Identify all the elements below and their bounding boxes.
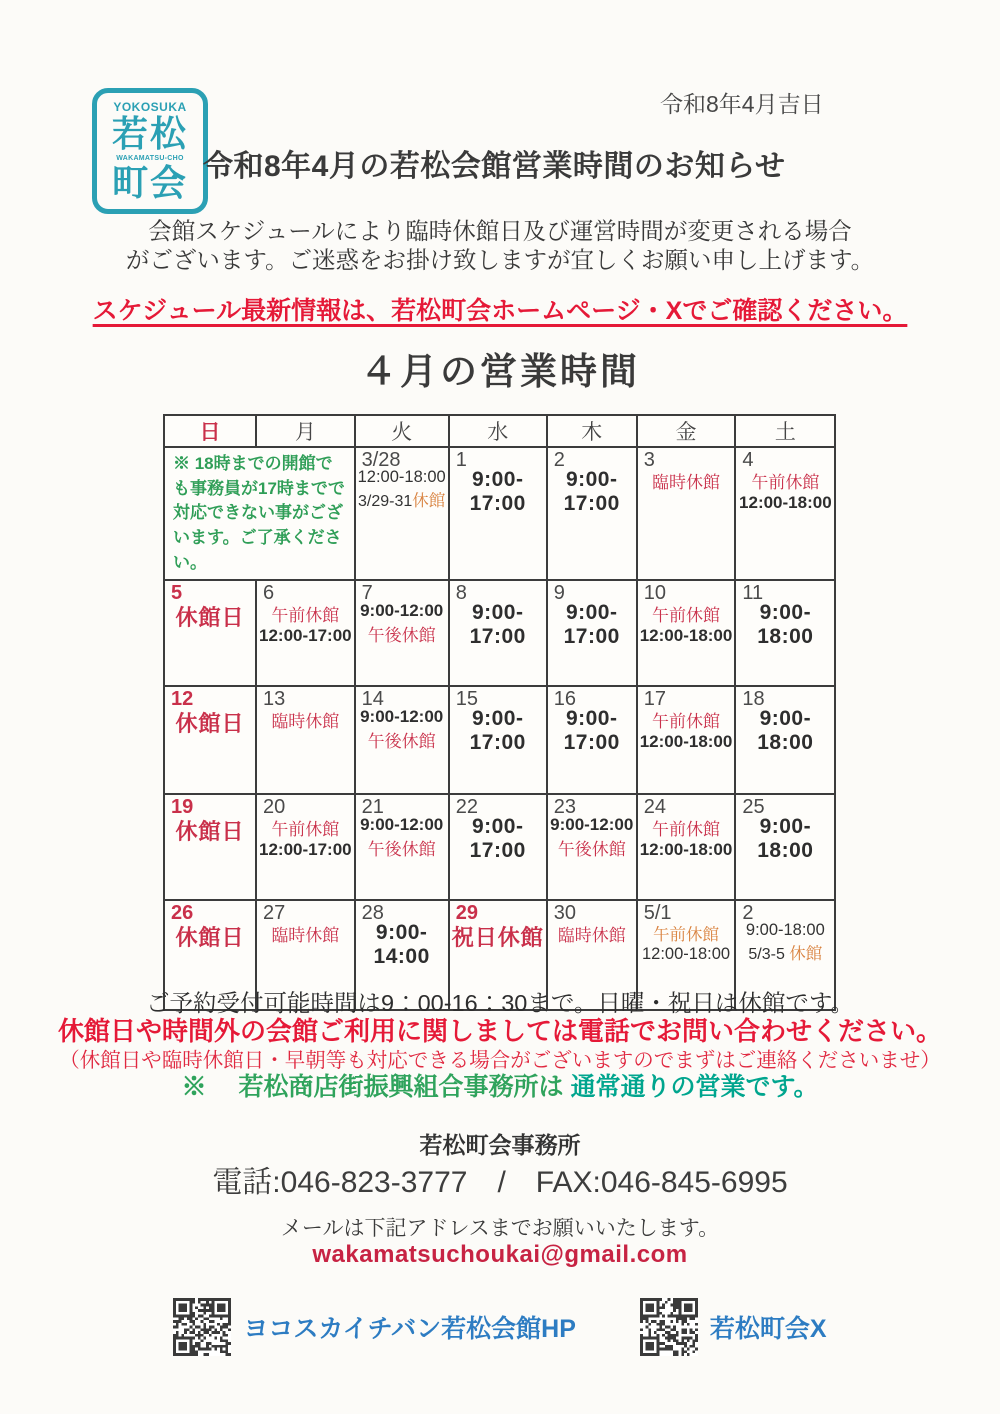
calendar-cell xyxy=(256,794,355,900)
intro-line-1: 会館スケジュールにより臨時休館日及び運営時間が変更される場合 xyxy=(148,218,852,244)
date-number: 1 xyxy=(455,449,467,471)
calendar-cell xyxy=(355,686,449,794)
calendar-week-row xyxy=(164,580,835,686)
calendar-cell xyxy=(449,580,547,686)
date-number: 16 xyxy=(553,688,576,711)
cell-line xyxy=(751,468,819,493)
cell-text: 12:00-18:00 xyxy=(641,945,731,964)
date-number: 2 xyxy=(553,449,565,471)
calendar-cell xyxy=(256,580,355,686)
cell-line xyxy=(271,707,339,732)
cell-line xyxy=(757,731,813,755)
date-number: 6 xyxy=(263,582,275,605)
cell-text: 17:00 xyxy=(469,625,526,649)
calendar-title: ４月の営業時間 xyxy=(360,351,640,392)
cell-line xyxy=(748,940,822,964)
cell-line xyxy=(360,601,443,621)
calendar-week-row xyxy=(164,794,835,900)
cell-line xyxy=(472,601,524,625)
calendar-cell xyxy=(735,794,835,900)
cell-line xyxy=(259,840,352,860)
email-address: wakamatsuchoukai@gmail.com xyxy=(312,1241,688,1268)
cell-text: 9:00-12:00 xyxy=(360,707,444,727)
cell-line xyxy=(358,487,445,511)
calendar-cell xyxy=(355,447,449,580)
date-number: 23 xyxy=(553,796,576,819)
calendar-week-row xyxy=(164,686,835,794)
cell-line xyxy=(564,625,620,649)
date-number: 30 xyxy=(553,902,576,925)
date-number: 2 xyxy=(742,902,754,925)
shoutengai-office-notice xyxy=(0,1067,1000,1103)
cell-line xyxy=(175,601,244,632)
qr-code-hp-icon xyxy=(173,1298,231,1356)
calendar-cell xyxy=(449,686,547,794)
calendar-cell xyxy=(164,580,256,686)
cell-line xyxy=(175,707,244,738)
cell-text: 午前休館 xyxy=(652,606,721,626)
cell-text: 3/29-31 xyxy=(358,493,413,510)
cell-line xyxy=(746,921,825,940)
cell-line xyxy=(760,707,812,731)
weekday-header-月: 月 xyxy=(256,415,355,447)
cell-line xyxy=(642,945,730,964)
calendar-cell xyxy=(637,447,736,580)
cell-text: 臨時休館 xyxy=(557,926,626,946)
calendar-cell xyxy=(547,794,637,900)
calendar-cell xyxy=(547,580,637,686)
cell-line xyxy=(564,492,620,516)
qr-item-hp xyxy=(173,1298,575,1356)
cell-text: 9:00-12:00 xyxy=(360,601,444,621)
cell-line xyxy=(271,921,339,946)
cell-text: 5/3-5 xyxy=(748,946,790,964)
date-number: 18 xyxy=(742,688,765,711)
cell-line xyxy=(652,707,720,732)
cell-line xyxy=(550,815,633,835)
phone-inquiry-notice: 休館日や時間外の会館ご利用に関しましては電話でお問い合わせください。 xyxy=(57,1016,942,1046)
calendar-cell xyxy=(735,447,835,580)
cell-text: 休館日 xyxy=(175,925,245,951)
date-number: 7 xyxy=(361,582,373,605)
qr-item-x xyxy=(640,1298,827,1356)
calendar-cell xyxy=(164,686,256,794)
cell-text: 12:00-18:00 xyxy=(639,840,733,860)
cell-line xyxy=(376,921,428,945)
cell-line xyxy=(360,707,443,727)
cell-text: 9:00- xyxy=(471,815,524,839)
calendar-cell xyxy=(637,580,736,686)
cell-text: 9:00- xyxy=(565,601,618,625)
date-number: 21 xyxy=(361,796,384,819)
date-number: 5 xyxy=(171,582,183,605)
cell-text: 17:00 xyxy=(469,731,526,755)
date-number: 29 xyxy=(455,902,478,925)
cell-text: 18:00 xyxy=(757,731,814,755)
cell-line xyxy=(360,815,443,835)
cell-text: 12:00-17:00 xyxy=(259,626,352,646)
calendar-cell xyxy=(164,794,256,900)
cell-text: 18:00 xyxy=(757,839,814,863)
cell-line xyxy=(368,835,436,860)
logo-text-yokosuka: YOKOSUKA xyxy=(113,100,187,114)
date-number: 15 xyxy=(455,688,478,711)
cell-line xyxy=(452,921,544,952)
cell-text: 祝日休館 xyxy=(451,925,544,951)
cell-text: 午前休館 xyxy=(653,926,720,945)
calendar-cell xyxy=(735,580,835,686)
page-title: 令和8年4月の若松会館営業時間のお知らせ xyxy=(203,150,786,183)
reservation-hours-note: ご予約受付可能時間は9：00-16：30まで。日曜・祝日は休館です。 xyxy=(146,990,854,1016)
date-number: 12 xyxy=(171,688,194,711)
cell-line xyxy=(472,468,524,492)
date-number: 3/28 xyxy=(361,449,401,471)
cell-text: 9:00- xyxy=(565,707,618,731)
date-number: 9 xyxy=(553,582,565,605)
cell-line xyxy=(470,731,526,755)
weekday-header-日: 日 xyxy=(164,415,256,447)
cell-line xyxy=(566,468,618,492)
cell-text: 18:00 xyxy=(757,625,814,649)
phone-fax-line: 電話:046-823-3777 / FAX:046-845-6995 xyxy=(212,1166,788,1199)
cell-text: 休館 xyxy=(789,945,823,964)
calendar-note-cell xyxy=(164,447,355,580)
cell-text: 9:00- xyxy=(471,601,524,625)
notice-asterisk: ※ xyxy=(181,1073,232,1101)
date-number: 28 xyxy=(361,902,384,925)
cell-line xyxy=(566,707,618,731)
cell-text: 臨時休館 xyxy=(652,473,721,492)
cell-text: 9:00- xyxy=(471,707,524,731)
weekday-header-金: 金 xyxy=(637,415,736,447)
logo-text-wakamatsu: 若松 xyxy=(111,113,188,154)
date-number: 20 xyxy=(263,796,286,819)
qr-label-x: 若松町会X xyxy=(709,1315,827,1343)
cell-line xyxy=(271,601,339,626)
cell-text: 17:00 xyxy=(469,839,526,863)
schedule-alert-banner: スケジュール最新情報は、若松町会ホームページ・Xでご確認ください。 xyxy=(92,297,908,325)
calendar-cell xyxy=(449,794,547,900)
cell-text: 午前休館 xyxy=(652,820,721,840)
date-number: 14 xyxy=(361,688,384,711)
cell-line xyxy=(368,621,436,646)
cell-text: 9:00-12:00 xyxy=(550,815,634,835)
cell-line xyxy=(566,601,618,625)
cell-text: 午前休館 xyxy=(271,820,340,840)
calendar-week-row xyxy=(164,447,835,580)
cell-text: 9:00- xyxy=(759,601,812,625)
cell-line xyxy=(374,945,430,969)
date-number: 13 xyxy=(263,688,286,711)
cell-line xyxy=(558,835,626,860)
calendar-cell xyxy=(256,686,355,794)
cell-line xyxy=(760,601,812,625)
wakamatsu-choukai-logo xyxy=(92,88,208,214)
cell-text: 14:00 xyxy=(373,945,430,969)
cell-line xyxy=(470,625,526,649)
intro-line-2: がございます。ご迷惑をお掛け致しますが宜しくお願い申し上げます。 xyxy=(125,246,875,273)
cell-line xyxy=(640,732,733,752)
cell-text: 休館 xyxy=(412,492,446,510)
weekday-header-火: 火 xyxy=(355,415,449,447)
cell-text: 12:00-18:00 xyxy=(639,626,733,646)
cell-line xyxy=(564,731,620,755)
office-name: 若松町会事務所 xyxy=(419,1132,581,1158)
date-number: 17 xyxy=(643,688,666,711)
date-number: 4 xyxy=(742,449,754,471)
cell-line xyxy=(470,839,526,863)
cell-text: 休館日 xyxy=(175,819,245,845)
qr-section xyxy=(0,1298,1000,1356)
logo-text-choukai: 町会 xyxy=(111,162,188,203)
cell-line xyxy=(640,626,733,646)
cell-line xyxy=(259,626,352,646)
cell-line xyxy=(757,839,813,863)
date-number: 3 xyxy=(643,449,655,471)
calendar-cell xyxy=(449,447,547,580)
cell-line xyxy=(757,625,813,649)
date-number: 8 xyxy=(455,582,467,605)
cell-text: 9:00- xyxy=(375,921,428,945)
cell-text: 9:00- xyxy=(565,468,618,491)
cell-line xyxy=(652,601,720,626)
notice-green-part: 若松商店街振興組合事務所は xyxy=(238,1073,571,1101)
logo-text-wakamatsu-cho: WAKAMATSU-CHO xyxy=(116,155,184,162)
weekday-header-木: 木 xyxy=(547,415,637,447)
calendar-cell xyxy=(735,686,835,794)
calendar-note-text: ※ 18時までの開館でも事務員が17時までで対応できない事がございます。ご了承ください。 xyxy=(173,454,345,572)
cell-line xyxy=(175,921,244,952)
document-date: 令和8年4月吉日 xyxy=(660,91,824,117)
mail-instruction: メールは下記アドレスまでお願いいたします。 xyxy=(280,1217,720,1240)
date-number: 25 xyxy=(742,796,765,819)
intro-paragraph xyxy=(0,217,1000,274)
cell-text: 休館日 xyxy=(175,711,245,737)
cell-text: 12:00-18:00 xyxy=(357,468,446,486)
cell-text: 午後休館 xyxy=(367,626,436,646)
calendar-table xyxy=(163,414,836,1011)
cell-text: 休館日 xyxy=(175,605,245,631)
cell-text: 午後休館 xyxy=(557,840,626,860)
date-number: 11 xyxy=(742,582,764,605)
cell-line xyxy=(652,815,720,840)
date-number: 22 xyxy=(455,796,478,819)
calendar-wrap xyxy=(163,414,836,1011)
qr-code-x-icon xyxy=(640,1298,698,1356)
cell-line xyxy=(472,815,524,839)
date-number: 5/1 xyxy=(643,902,672,925)
cell-line xyxy=(652,468,720,493)
cell-text: 9:00-18:00 xyxy=(745,921,825,940)
cell-line xyxy=(271,815,339,840)
cell-text: 午前休館 xyxy=(751,473,820,492)
cell-text: 9:00- xyxy=(759,815,812,839)
cell-line xyxy=(175,815,244,846)
calendar-cell xyxy=(637,686,736,794)
phone-inquiry-subnote: （休館日や臨時休館日・早朝等も対応できる場合がございますのでまずはご連絡くださいませ） xyxy=(59,1049,941,1072)
cell-line xyxy=(472,707,524,731)
date-number: 10 xyxy=(643,582,666,605)
calendar-cell xyxy=(355,580,449,686)
cell-text: 12:00-18:00 xyxy=(639,732,733,752)
cell-text: 9:00-12:00 xyxy=(360,815,444,835)
cell-line xyxy=(760,815,812,839)
calendar-cell xyxy=(547,447,637,580)
weekday-header-土: 土 xyxy=(735,415,835,447)
cell-text: 午前休館 xyxy=(652,712,721,732)
cell-text: 9:00- xyxy=(759,707,812,731)
date-number: 19 xyxy=(171,796,194,819)
cell-text: 17:00 xyxy=(563,625,620,649)
cell-text: 臨時休館 xyxy=(271,712,340,732)
cell-text: 9:00- xyxy=(471,468,524,491)
cell-text: 17:00 xyxy=(563,731,620,755)
date-number: 27 xyxy=(263,902,286,925)
cell-text: 臨時休館 xyxy=(271,926,340,946)
date-number: 24 xyxy=(643,796,666,819)
qr-label-hp: ヨコスカイチバン若松会館HP xyxy=(243,1315,576,1343)
cell-text: 午後休館 xyxy=(367,840,436,860)
cell-line xyxy=(368,727,436,752)
cell-text: 17:00 xyxy=(469,492,526,515)
date-number: 26 xyxy=(171,902,194,925)
cell-text: 17:00 xyxy=(563,492,620,515)
calendar-cell xyxy=(637,794,736,900)
calendar-cell xyxy=(355,794,449,900)
notice-teal-part: 通常通りの営業です。 xyxy=(570,1073,819,1101)
cell-line xyxy=(470,492,526,516)
cell-text: 午前休館 xyxy=(271,606,340,626)
cell-line xyxy=(640,840,733,860)
weekday-header-row xyxy=(164,415,835,447)
calendar-cell xyxy=(547,686,637,794)
cell-line xyxy=(653,921,719,945)
cell-text: 12:00-17:00 xyxy=(259,840,352,860)
cell-text: 12:00-18:00 xyxy=(739,493,832,512)
cell-line xyxy=(739,493,832,513)
weekday-header-水: 水 xyxy=(449,415,547,447)
cell-line xyxy=(558,921,626,946)
cell-text: 午後休館 xyxy=(367,732,436,752)
